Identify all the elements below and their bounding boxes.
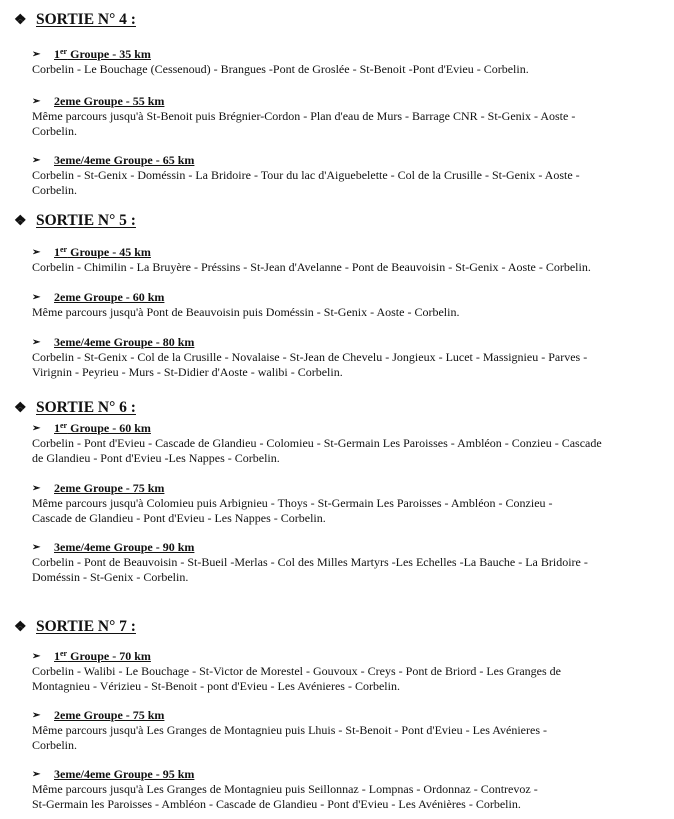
sortie-title: [14, 10, 136, 30]
group-title: [32, 421, 662, 436]
arrow-bullet-icon: ➢: [32, 483, 41, 494]
arrow-bullet-icon: ➢: [32, 337, 41, 348]
group-title-rest: Groupe - 60 km: [67, 421, 151, 435]
arrow-bullet-icon: ➢: [32, 96, 41, 107]
route-description-line: Même parcours jusqu'à St-Benoit puis Brégnier-Cordon - Plan d'eau de Murs - Barrage CNR - St-Genix - Aoste -: [32, 109, 576, 123]
route-group: [32, 649, 662, 694]
route-description-line: Corbelin.: [32, 183, 77, 197]
route-group: [32, 708, 662, 753]
group-ordinal-suffix: er: [60, 421, 68, 430]
sortie-title-text: SORTIE N° 6 :: [36, 399, 136, 416]
group-ordinal-suffix: er: [60, 649, 68, 658]
arrow-bullet-icon: ➢: [32, 423, 41, 434]
route-description-line: Corbelin.: [32, 124, 77, 138]
sortie-title-text: SORTIE N° 7 :: [36, 618, 136, 635]
route-description-line: Corbelin - Chimilin - La Bruyère - Préssins - St-Jean d'Avelanne - Pont de Beauvoisin - St-Genix - Aoste - Corbelin.: [32, 260, 591, 274]
group-title: [32, 94, 662, 109]
route-description-line: Montagnieu - Vérizieu - St-Benoit - pont d'Evieu - Les Avénieres - Corbelin.: [32, 679, 400, 693]
group-name: [54, 767, 194, 782]
group-title-rest: Groupe - 45 km: [67, 245, 151, 259]
route-description-line: Cascade de Glandieu - Pont d'Evieu - Les Nappes - Corbelin.: [32, 511, 326, 525]
group-title: [32, 245, 662, 260]
arrow-bullet-icon: ➢: [32, 49, 41, 60]
group-ordinal-suffix: er: [60, 47, 68, 56]
sortie-title-text: SORTIE N° 5 :: [36, 212, 136, 229]
group-name: [54, 708, 164, 723]
group-name: [54, 540, 194, 555]
group-title: [32, 767, 662, 782]
group-title-rest: 2eme Groupe - 60 km: [54, 290, 165, 304]
group-name: [54, 335, 194, 350]
route-description-line: Même parcours jusqu'à Pont de Beauvoisin puis Doméssin - St-Genix - Aoste - Corbelin.: [32, 305, 460, 319]
group-title: [32, 153, 662, 168]
route-group: [32, 335, 662, 380]
group-title-rest: 2eme Groupe - 75 km: [54, 481, 165, 495]
arrow-bullet-icon: ➢: [32, 292, 41, 303]
group-ordinal: 1: [54, 47, 60, 61]
group-name: [54, 94, 164, 109]
group-title: [32, 481, 662, 496]
diamond-bullet-icon: ❖: [14, 213, 27, 229]
group-title-rest: 3eme/4eme Groupe - 80 km: [54, 335, 195, 349]
group-title-rest: 3eme/4eme Groupe - 95 km: [54, 767, 195, 781]
route-group: [32, 421, 662, 466]
route-description-line: Même parcours jusqu'à Les Granges de Montagnieu puis Seillonnaz - Lompnas - Ordonnaz - Contrevoz -: [32, 782, 538, 796]
group-name: [54, 47, 151, 62]
group-title: [32, 708, 662, 723]
route-group: [32, 290, 662, 320]
route-group: [32, 767, 662, 812]
route-group: [32, 540, 662, 585]
route-group: [32, 481, 662, 526]
route-description-line: Corbelin - St-Genix - Col de la Crusille - Novalaise - St-Jean de Chevelu - Jongieux - Lucet - Massignieu - Parves -: [32, 350, 588, 364]
sortie-title: [14, 617, 136, 637]
route-description-line: Corbelin - Walibi - Le Bouchage - St-Victor de Morestel - Gouvoux - Creys - Pont de Briord - Les Granges de: [32, 664, 561, 678]
group-name: [54, 481, 164, 496]
group-name: [54, 153, 194, 168]
arrow-bullet-icon: ➢: [32, 769, 41, 780]
group-name: [54, 245, 151, 260]
sortie-title: [14, 211, 136, 231]
group-title: [32, 290, 662, 305]
route-description-line: Même parcours jusqu'à Colomieu puis Arbignieu - Thoys - St-Germain Les Paroisses - Ambléon - Conzieu -: [32, 496, 553, 510]
route-description-line: Corbelin - St-Genix - Doméssin - La Bridoire - Tour du lac d'Aiguebelette - Col de la Crusille - St-Genix - Aoste -: [32, 168, 580, 182]
group-name: [54, 649, 151, 664]
route-description-line: Corbelin - Pont de Beauvoisin - St-Bueil -Merlas - Col des Milles Martyrs -Les Echelles -La Bauche - La Bridoire -: [32, 555, 588, 569]
arrow-bullet-icon: ➢: [32, 247, 41, 258]
group-ordinal: 1: [54, 245, 60, 259]
sortie-title-text: SORTIE N° 4 :: [36, 11, 136, 28]
route-group: [32, 245, 662, 275]
diamond-bullet-icon: ❖: [14, 619, 27, 635]
route-description-line: Virignin - Peyrieu - Murs - St-Didier d'Aoste - walibi - Corbelin.: [32, 365, 343, 379]
group-title: [32, 540, 662, 555]
arrow-bullet-icon: ➢: [32, 542, 41, 553]
route-group: [32, 47, 662, 77]
group-ordinal: 1: [54, 421, 60, 435]
group-ordinal-suffix: er: [60, 245, 68, 254]
group-title-rest: 3eme/4eme Groupe - 65 km: [54, 153, 195, 167]
route-description-line: Corbelin.: [32, 738, 77, 752]
group-name: [54, 421, 151, 436]
route-description-line: Même parcours jusqu'à Les Granges de Montagnieu puis Lhuis - St-Benoit - Pont d'Evieu - Les Avénieres -: [32, 723, 547, 737]
arrow-bullet-icon: ➢: [32, 710, 41, 721]
diamond-bullet-icon: ❖: [14, 12, 27, 28]
group-name: [54, 290, 164, 305]
arrow-bullet-icon: ➢: [32, 155, 41, 166]
route-description-line: Doméssin - St-Genix - Corbelin.: [32, 570, 189, 584]
group-title-rest: 3eme/4eme Groupe - 90 km: [54, 540, 195, 554]
diamond-bullet-icon: ❖: [14, 400, 27, 416]
sortie-title: [14, 398, 136, 418]
group-title-rest: 2eme Groupe - 75 km: [54, 708, 165, 722]
arrow-bullet-icon: ➢: [32, 651, 41, 662]
route-description-line: Corbelin - Pont d'Evieu - Cascade de Glandieu - Colomieu - St-Germain Les Paroisses - Ambléon - Conzieu - Cascade: [32, 436, 602, 450]
group-ordinal: 1: [54, 649, 60, 663]
group-title: [32, 649, 662, 664]
group-title-rest: Groupe - 70 km: [67, 649, 151, 663]
route-description-line: de Glandieu - Pont d'Evieu -Les Nappes - Corbelin.: [32, 451, 280, 465]
group-title-rest: Groupe - 35 km: [67, 47, 151, 61]
group-title: [32, 47, 662, 62]
group-title: [32, 335, 662, 350]
group-title-rest: 2eme Groupe - 55 km: [54, 94, 165, 108]
route-description-line: St-Germain les Paroisses - Ambléon - Cascade de Glandieu - Pont d'Evieu - Les Avénières - Corbelin.: [32, 797, 521, 811]
route-group: [32, 153, 662, 198]
route-group: [32, 94, 662, 139]
route-description-line: Corbelin - Le Bouchage (Cessenoud) - Brangues -Pont de Groslée - St-Benoit -Pont d'Evieu - Corbelin.: [32, 62, 529, 76]
